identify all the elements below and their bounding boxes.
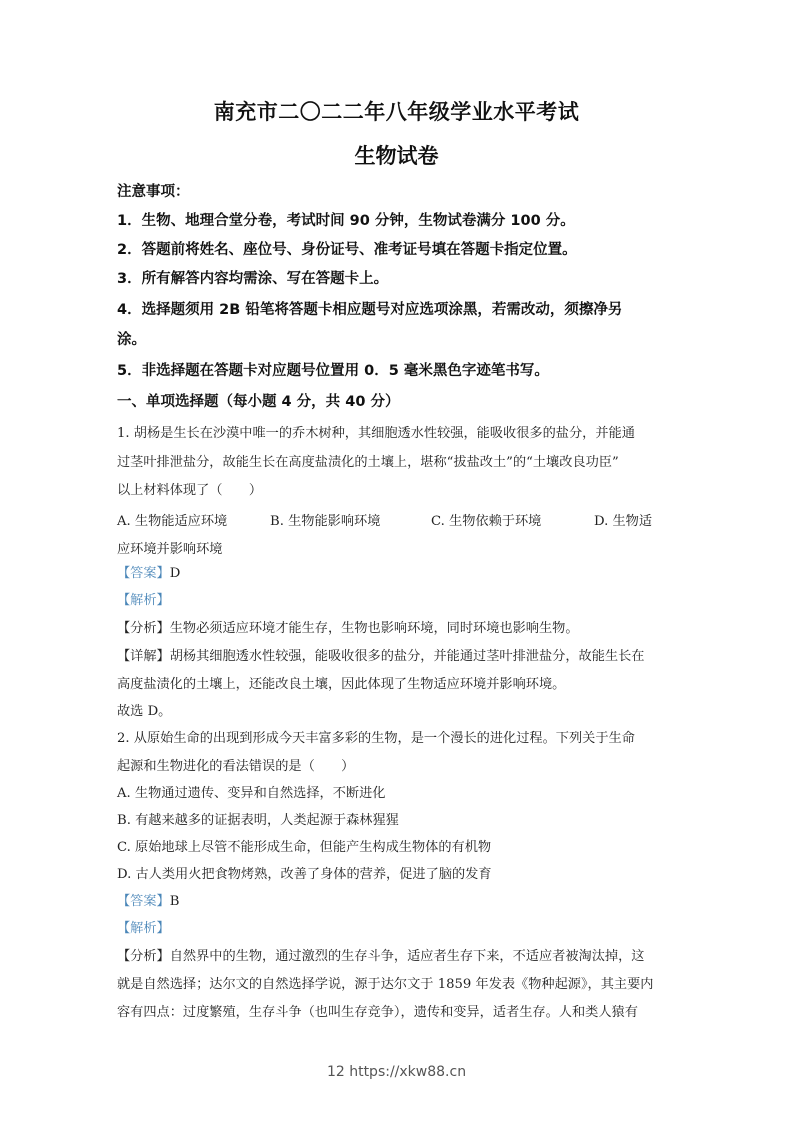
fenxi-tag: 【分析】 [117, 949, 170, 964]
q2-option-a: A. 生物通过遗传、变异和自然选择，不断进化 [117, 786, 386, 801]
q2-answer: B [169, 894, 180, 909]
note-item-5: 5．非选择题在答题卡对应题号位置用 0．5 毫米黑色字迹笔书写。 [117, 363, 549, 379]
q1-stem-line-3: 以上材料体现了（ ） [117, 483, 263, 498]
q1-conclusion: 故选 D。 [117, 704, 172, 719]
analysis-tag: 【解析】 [117, 921, 170, 936]
note-item-1: 1．生物、地理合堂分卷，考试时间 90 分钟，生物试卷满分 100 分。 [117, 213, 575, 229]
note-item-4: 4．选择题须用 2B 铅笔将答题卡相应题号对应选项涂黑，若需改动，须擦净另 [117, 302, 623, 318]
fenxi-tag: 【分析】 [117, 621, 170, 636]
note-item-4-cont: 涂。 [117, 332, 146, 348]
q1-answer-row [117, 565, 682, 583]
answer-tag: 【答案】 [117, 894, 170, 909]
q2-option-b: B. 有越来越多的证据表明，人类起源于森林猩猩 [117, 813, 399, 828]
exam-subtitle: 生物试卷 [354, 144, 439, 168]
analysis-tag: 【解析】 [117, 593, 170, 608]
q1-stem-line-2: 过茎叶排泄盐分，故能生长在高度盐渍化的土壤上，堪称“拔盐改土”的“土壤改良功臣” [117, 455, 619, 470]
q2-option-c: C. 原始地球上尽管不能形成生命，但能产生构成生物体的有机物 [117, 840, 492, 855]
q1-option-a: A. 生物能适应环境 [117, 514, 228, 529]
q2-analysis-row [117, 920, 682, 938]
q1-option-b: B. 生物能影响环境 [270, 514, 381, 529]
answer-tag: 【答案】 [117, 566, 170, 581]
q1-stem-line-1: 1. 胡杨是生长在沙漠中唯一的乔木树种，其细胞透水性较强，能吸收很多的盐分，并能通 [117, 426, 635, 441]
q2-fenxi-text-2: 就是自然选择；达尔文的自然选择学说，源于达尔文于 1859 年发表《物种起源》，其主要内 [117, 977, 654, 992]
q2-option-d: D. 古人类用火把食物烤熟，改善了身体的营养，促进了脑的发育 [117, 867, 492, 882]
q1-xiangjie-text-1: 胡杨其细胞透水性较强，能吸收很多的盐分，并能通过茎叶排泄盐分，故能生长在 [169, 649, 645, 664]
q1-answer: D [169, 566, 181, 581]
q2-stem-line-1: 2. 从原始生命的出现到形成今天丰富多彩的生物，是一个漫长的进化过程。下列关于生命 [117, 731, 635, 746]
q1-fenxi-text: 生物必须适应环境才能生存，生物也影响环境，同时环境也影响生物。 [169, 621, 579, 636]
page-footer: 12 https://xkw88.cn [326, 1064, 467, 1080]
xiangjie-tag: 【详解】 [117, 649, 170, 664]
q1-option-d: D. 生物适 [594, 514, 653, 529]
notes-heading: 注意事项： [117, 184, 190, 200]
section-heading: 一、单项选择题（每小题 4 分，共 40 分） [117, 394, 400, 410]
q1-analysis-row [117, 592, 682, 610]
q1-xiangjie-row [117, 648, 682, 666]
q2-fenxi-text-3: 容有四点：过度繁殖，生存斗争（也叫生存竞争），遗传和变异，适者生存。人和类人猿有 [117, 1005, 638, 1020]
note-item-3: 3．所有解答内容均需涂、写在答题卡上。 [117, 271, 389, 287]
q2-stem-line-2: 起源和生物进化的看法错误的是（ ） [117, 759, 355, 774]
q2-fenxi-text-1: 自然界中的生物，通过激烈的生存斗争，适应者生存下来，不适应者被淘汰掉，这 [169, 949, 645, 964]
q2-answer-row [117, 893, 682, 911]
note-item-2: 2．答题前将姓名、座位号、身份证号、准考证号填在答题卡指定位置。 [117, 242, 577, 258]
exam-title: 南充市二〇二二年八年级学业水平考试 [213, 100, 580, 124]
q1-xiangjie-text-2: 高度盐渍化的土壤上，还能改良土壤，因此体现了生物适应环境并影响环境。 [117, 677, 566, 692]
q1-option-d-cont: 应环境并影响环境 [117, 542, 223, 557]
q1-fenxi-row [117, 620, 682, 638]
q2-fenxi-row [117, 948, 682, 966]
q1-option-c: C. 生物依赖于环境 [431, 514, 542, 529]
